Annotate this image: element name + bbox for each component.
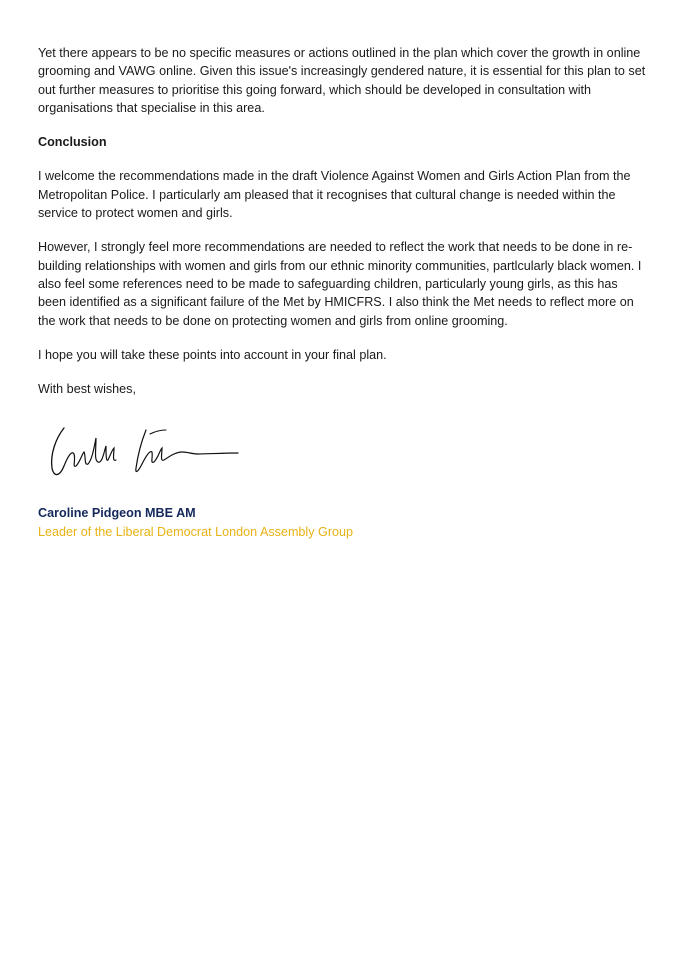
paragraph-welcome-recommendations: I welcome the recommendations made in the draft Violence Against Women and Girls Action Plan from the Metropolitan Police. I particularly am pleased that it recognises that cultural change is needed within the service to protect women and girls. [38,169,631,221]
handwritten-signature [42,420,252,492]
signatory-name: Caroline Pidgeon MBE AM [38,506,196,521]
signatory-role: Leader of the Liberal Democrat London Assembly Group [38,524,354,539]
conclusion-heading: Conclusion [38,135,107,150]
paragraph-final-plan: I hope you will take these points into account in your final plan. [38,347,387,362]
paragraph-further-recommendations: However, I strongly feel more recommendations are needed to reflect the work that needs to be done in re-building relationships with women and girls from our ethnic minority communities, partlcularly black women. I also feel some references need to be made to safeguarding children, particularly young girls, as this has been identified as a significant failure of the Met by HMICFRS. I also think the Met needs to reflect more on the work that needs to be done on protecting women and girls from online grooming. [38,240,642,328]
closing-salutation: With best wishes, [38,382,136,397]
paragraph-online-grooming: Yet there appears to be no specific measures or actions outlined in the plan which cover the growth in online grooming and VAWG online. Given this issue's increasingly gendered nature, it is essential for this plan to set out further measures to prioritise this going forward, which should be developed in consultation with organisations that specialise in this area. [38,46,646,115]
letter-body [38,44,646,541]
